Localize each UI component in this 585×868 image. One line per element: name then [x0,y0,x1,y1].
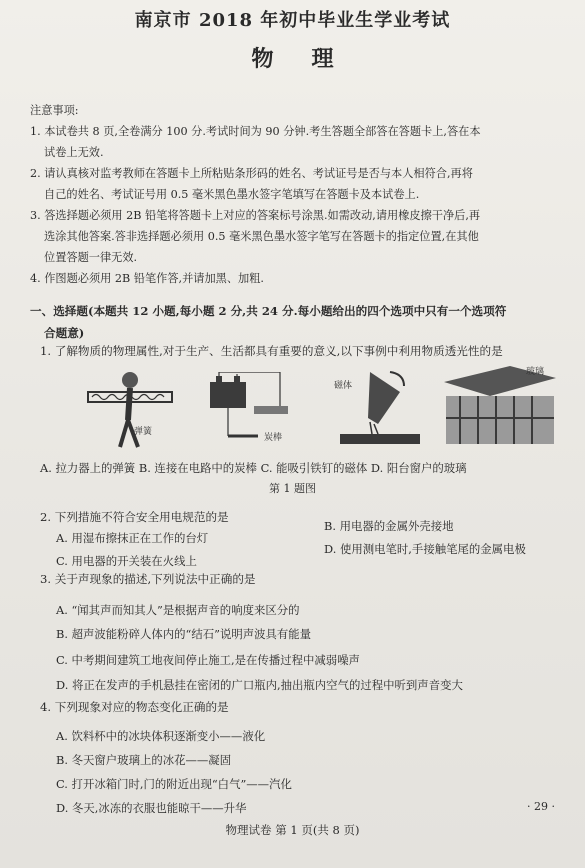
exam-title: 南京市 2018 年初中毕业生学业考试 [134,10,451,31]
figure-1-caption: 第 1 题图 [269,482,316,495]
glass-label: 玻璃 [526,367,545,377]
question-4-option-d: D. 冬天,冰冻的衣服也能晾干——升华 [56,801,247,815]
balcony-glass-figure [440,362,560,452]
page-footer: 物理试卷 第 1 页(共 8 页) [225,823,360,837]
notes-line: 2. 请认真核对监考教师在答题卡上所粘贴条形码的姓名、考试证号是否与本人相符合,再将 [30,167,473,180]
notes-line: 试卷上无效. [44,146,104,159]
question-1-stem: 1. 了解物质的物理属性,对于生产、生活都具有重要的意义,以下事例中利用物质透光性的是 [40,344,503,358]
question-4-option-c: C. 打开冰箱门时,门的附近出现“白气”——汽化 [56,777,292,791]
notes-line: 选涂其他答案.答非选择题必须用 0.5 毫米黑色墨水签字笔写在答题卡的指定位置,在其他 [44,230,479,243]
question-2-option-c: C. 用电器的开关装在火线上 [56,554,197,568]
question-3-option-b: B. 超声波能粉碎人体内的“结石”说明声波具有能量 [56,627,312,641]
notes-line: 3. 答选择题必须用 2B 铅笔将答题卡上对应的答案标号涂黑.如需改动,请用橡皮擦干净后,再 [30,209,481,222]
question-1-figures [40,362,560,452]
carbon-rod-circuit-figure [200,372,310,452]
question-4-option-b: B. 冬天窗户玻璃上的冰花——凝固 [56,753,232,767]
section-heading [30,300,560,344]
question-3-stem: 3. 关于声现象的描述,下列说法中正确的是 [40,572,256,586]
section-heading-line: 合题意) [44,326,85,340]
question-4-stem: 4. 下列现象对应的物态变化正确的是 [40,700,229,714]
spring-label: 弹簧 [134,427,153,437]
spring-exerciser-figure [80,362,180,452]
question-2-option-a: A. 用湿布擦抹正在工作的台灯 [56,531,209,545]
notes-line: 位置答题一律无效. [44,251,138,264]
question-3-option-a: A. “闻其声而知其人”是根据声音的响度来区分的 [56,603,300,617]
subject-title: 物理 [251,46,372,72]
question-2-option-b: B. 用电器的金属外壳接地 [324,519,454,533]
question-2-option-d: D. 使用测电笔时,手接触笔尾的金属电极 [324,542,526,556]
question-1-options: A. 拉力器上的弹簧 B. 连接在电路中的炭棒 C. 能吸引铁钉的磁体 D. 阳台窗户的玻璃 [40,461,467,475]
question-4-option-a: A. 饮料杯中的冰块体积逐渐变小——液化 [56,729,266,743]
magnet-label: 磁体 [334,381,353,391]
carbon-rod-label: 炭棒 [264,433,283,443]
notes-line: 1. 本试卷共 8 页,全卷满分 100 分.考试时间为 90 分钟.考生答题全部答在答题卡上,答在本 [30,125,481,138]
exam-notes [30,100,560,289]
question-3-option-d: D. 将正在发声的手机悬挂在密闭的广口瓶内,抽出瓶内空气的过程中听到声音变大 [56,678,463,692]
notes-line: 4. 作图题必须用 2B 铅笔作答,并请加黑、加粗. [30,272,264,285]
notes-heading: 注意事项: [30,104,79,117]
question-2-stem: 2. 下列措施不符合安全用电规范的是 [40,510,229,524]
notes-line: 自己的姓名、考试证号用 0.5 毫米黑色墨水签字笔填写在答题卡及本试卷上. [44,188,420,201]
magnet-figure [330,362,425,452]
question-3-option-c: C. 中考期间建筑工地夜间停止施工,是在传播过程中减弱噪声 [56,653,360,667]
section-heading-line: 一、选择题(本题共 12 小题,每小题 2 分,共 24 分.每小题给出的四个选项中只有一个选项符 [30,304,507,318]
page-number: · 29 · [527,800,555,813]
